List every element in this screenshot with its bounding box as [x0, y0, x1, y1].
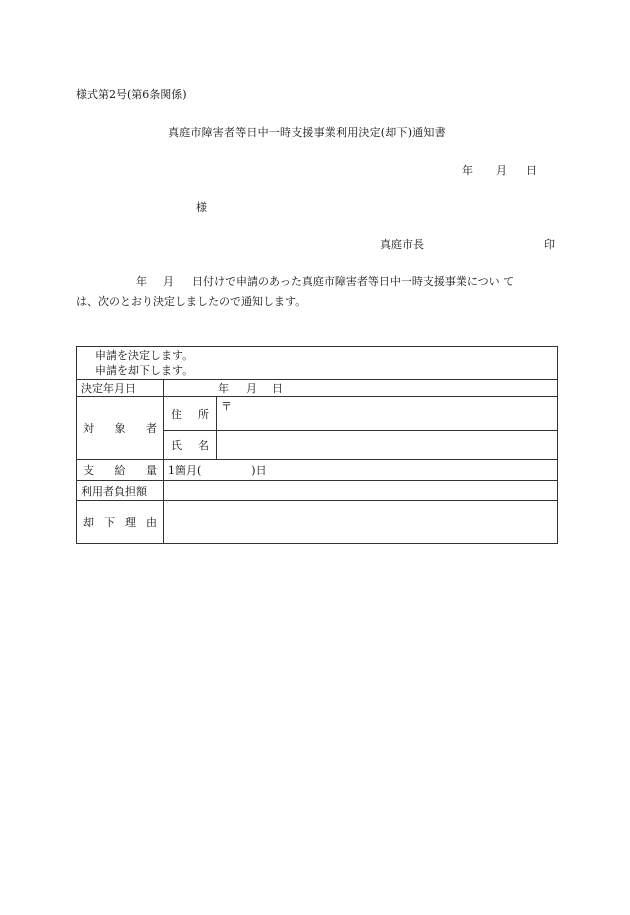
amount-label [77, 460, 164, 481]
name-label-char-1: 氏 [171, 439, 182, 452]
body-year-label: 年 [136, 275, 147, 288]
address-label-char-2: 所 [198, 407, 209, 421]
subject-label [77, 397, 164, 460]
address-label-char-1: 住 [171, 407, 182, 421]
body-month-label: 月 [163, 275, 174, 288]
reason-label-char-3: 理 [125, 516, 136, 529]
decision-date-value [164, 380, 558, 397]
amount-label-char-3: 量 [146, 464, 157, 477]
issue-day-label: 日 [526, 164, 537, 177]
subject-label-char-2: 象 [114, 422, 126, 435]
notice-body [76, 272, 560, 312]
body-line1-text: 日付けで申請のあった真庭市障害者等日中一時支援事業につい て [192, 275, 515, 288]
address-value [217, 397, 558, 431]
amount-prefix: 1箇月( [168, 464, 202, 477]
decision-date-label [77, 380, 164, 397]
option-reject: 申請を却下します。 [95, 364, 194, 377]
amount-label-char-2: 給 [114, 464, 126, 477]
burden-value [164, 481, 558, 501]
name-label-char-2: 名 [198, 439, 209, 452]
address-label [164, 397, 217, 431]
option-approve: 申請を決定します。 [95, 349, 194, 362]
decision-month-label: 月 [246, 382, 257, 395]
burden-label [77, 481, 164, 501]
issue-month-label: 月 [496, 164, 507, 177]
amount-label-char-1: 支 [83, 464, 94, 477]
reason-value [164, 501, 558, 544]
notice-body-line2: は、次のとおり決定しましたので通知します。 [76, 295, 307, 308]
sender-name: 真庭市長 [380, 238, 424, 251]
reason-label [77, 501, 164, 544]
addressee-honorific: 様 [196, 201, 207, 214]
reason-label-char-1: 却 [83, 516, 94, 529]
burden-label-text: 利用者負担額 [81, 484, 147, 498]
decision-options [77, 347, 558, 380]
amount-suffix: )日 [251, 464, 267, 477]
decision-table [76, 346, 558, 544]
form-number: 様式第2号(第6条関係) [76, 88, 187, 101]
name-label [164, 431, 217, 460]
notice-body-line1 [76, 272, 560, 292]
subject-label-char-3: 者 [146, 422, 157, 435]
issue-date [462, 162, 537, 178]
document-title: 真庭市障害者等日中一時支援事業利用決定(却下)通知書 [168, 126, 446, 139]
seal-mark: 印 [544, 238, 555, 251]
subject-label-char-1: 対 [83, 422, 94, 435]
postal-mark: 〒 [221, 400, 232, 413]
name-value [217, 431, 558, 460]
decision-date-label-text: 決定年月日 [81, 382, 136, 395]
reason-label-char-2: 下 [104, 516, 115, 529]
reason-label-char-4: 由 [146, 516, 157, 529]
decision-year-label: 年 [218, 382, 229, 395]
issue-year-label: 年 [462, 164, 473, 177]
amount-value [164, 460, 558, 481]
decision-day-label: 日 [272, 382, 283, 395]
